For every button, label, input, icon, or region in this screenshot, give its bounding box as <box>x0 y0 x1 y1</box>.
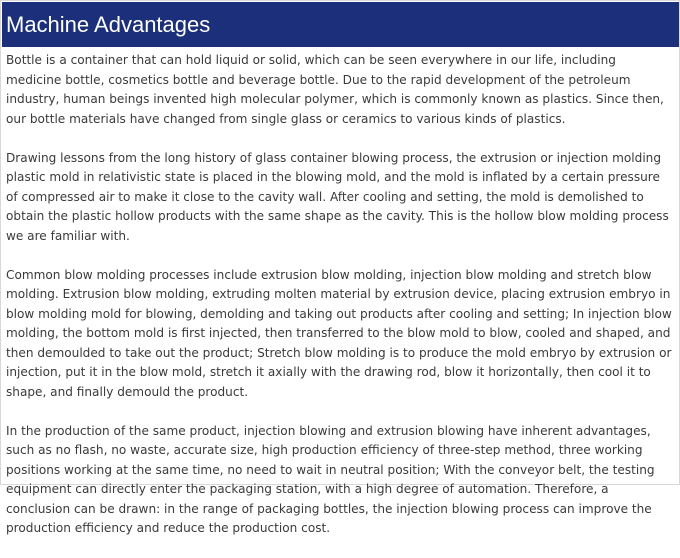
paragraph-bottle-intro: Bottle is a container that can hold liquid or solid, which can be seen everywhere in our life, including medicine bottle, cosmetics bottle and beverage bottle. Due to the rapid development of the petroleum industry, human beings invented high molecular polymer, which is commonly known as plastics. Since then, our bottle materials have changed from single glass or ceramics to various kinds of plastics. <box>6 53 664 126</box>
paragraph-blow-molding-history: Drawing lessons from the long history of glass container blowing process, the extrusion or injection molding plastic mold in relativistic state is placed in the blowing mold, and the mold is inflated by a certain pressure of compressed air to make it close to the cavity wall. After cooling and setting, the mold is demolished to obtain the plastic hollow products with the same shape as the cavity. This is the hollow blow molding process we are familiar with. <box>6 150 669 243</box>
section-title: Machine Advantages <box>2 2 679 47</box>
article-body <box>6 51 674 558</box>
paragraph-injection-advantages: In the production of the same product, injection blowing and extrusion blowing have inherent advantages, such as no flash, no waste, accurate size, high production efficiency of three-step method, three working positions working at the same time, no need to wait in neutral position; With the conveyor belt, the testing equipment can directly enter the packaging station, with a high degree of automation. Therefore, a conclusion can be drawn: in the range of packaging bottles, the injection blowing process can improve the production efficiency and reduce the production cost. <box>6 423 655 535</box>
paragraph-blow-molding-processes: Common blow molding processes include extrusion blow molding, injection blow molding and stretch blow molding. Extrusion blow molding, extruding molten material by extrusion device, placing extrusion embryo in blow molding mold for blowing, demolding and taking out products after cooling and setting; In injection blow molding, the bottom mold is first injected, then transferred to the blow mold to blow, cooled and shaped, and then demoulded to take out the product; Stretch blow molding is to produce the mold embryo by extrusion or injection, put it in the blow mold, stretch it axially with the drawing rod, blow it horizontally, then cool it to shape, and finally demould the product. <box>6 267 672 399</box>
